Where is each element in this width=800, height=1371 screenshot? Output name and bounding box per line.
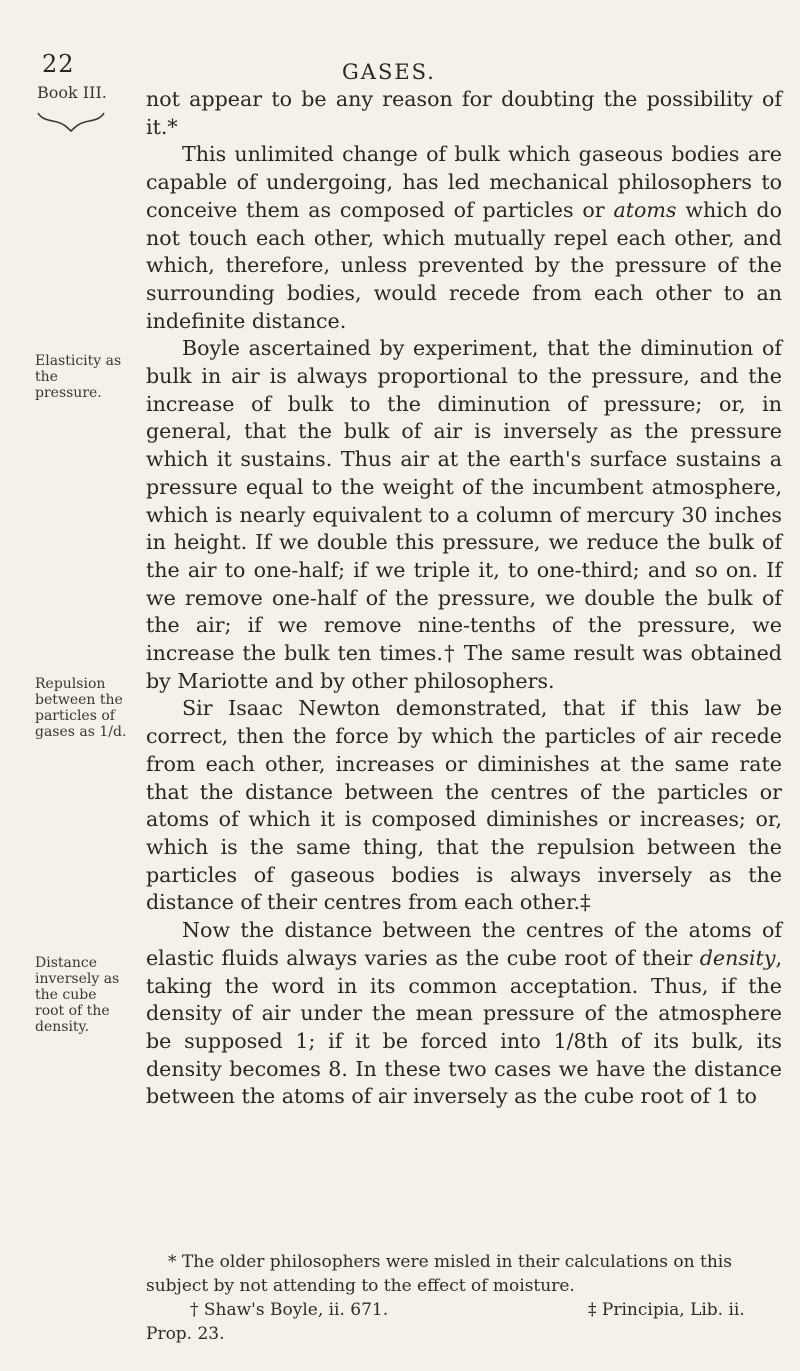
footnote-dagger: † Shaw's Boyle, ii. 671. [190, 1300, 389, 1320]
margin-note-repulsion: Repulsion between the particles of gases as 1/d. [35, 676, 127, 740]
margin-note-book: Book III. [37, 83, 107, 102]
margin-note-elasticity: Elasticity as the pressure. [35, 353, 122, 401]
page-number: 22 [42, 50, 75, 78]
paragraph-2-part-2: which do not touch each other, which mutually repel each other, and which, therefore, unless prevented by the pressure of the surrounding bodies, would recede from each other to an indefinite distance. [146, 197, 782, 333]
paragraph-5 [146, 917, 782, 1111]
footnote-daggers [146, 1298, 756, 1346]
paragraph-2-atoms: atoms [613, 197, 677, 222]
paragraph-2 [146, 141, 782, 335]
margin-note-distance: Distance inversely as the cube root of the density. [35, 955, 120, 1035]
paragraph-2-part-1: This unlimited change of bulk which gaseous bodies are capable of undergoing, has led mechanical philosophers to conceive them as composed of particles or [146, 142, 782, 222]
paragraph-5-part-1: Now the distance between the centres of the atoms of elastic fluids always varies as the cube root of their [146, 918, 782, 970]
footnote-star: * The older philosophers were misled in their calculations on this subject by not attending to the effect of moisture. [146, 1252, 732, 1296]
running-head: GASES. [342, 60, 436, 84]
paragraph-5-density: density [699, 945, 776, 970]
paragraph-1: not appear to be any reason for doubting the possibility of it.* [146, 87, 782, 139]
brace-icon [36, 109, 106, 133]
footnote-ddagger: ‡ Principia, Lib. ii. Prop. 23. [146, 1300, 745, 1344]
paragraph-4: Sir Isaac Newton demonstrated, that if this law be correct, then the force by which the particles of air recede from each other, increases or diminishes at the same rate that the distance between the centres of the particles or atoms of which it is composed diminishes or increases; or, which is the same thing, that the repulsion between the particles of gaseous bodies is always inversely as the distance of their centres from each other.‡ [146, 696, 782, 915]
footnotes [146, 1250, 756, 1346]
paragraph-3: Boyle ascertained by experiment, that the diminution of bulk in air is always proportional to the pressure, and the increase of bulk to the diminution of pressure; or, in general, that the bulk of air is inversely as the pressure which it sustains. Thus air at the earth's surface sustains a pressure equal to the weight of the incumbent atmosphere, which is nearly equivalent to a column of mercury 30 inches in height. If we double this pressure, we reduce the bulk of the air to one-half; if we triple it, to one-third; and so on. If we remove one-half of the pressure, we double the bulk of the air; if we remove nine-tenths of the pressure, we increase the bulk ten times.† The same result was obtained by Mariotte and by other philosophers. [146, 336, 782, 693]
paragraph-5-part-2: , taking the word in its common acceptation. Thus, if the density of air under the mean pressure of the atmosphere be supposed 1; if it be forced into 1/8th of its bulk, its density becomes 8. In these two cases we have the distance between the atoms of air inversely as the cube root of 1 to [146, 945, 782, 1109]
body-text [146, 86, 782, 1111]
